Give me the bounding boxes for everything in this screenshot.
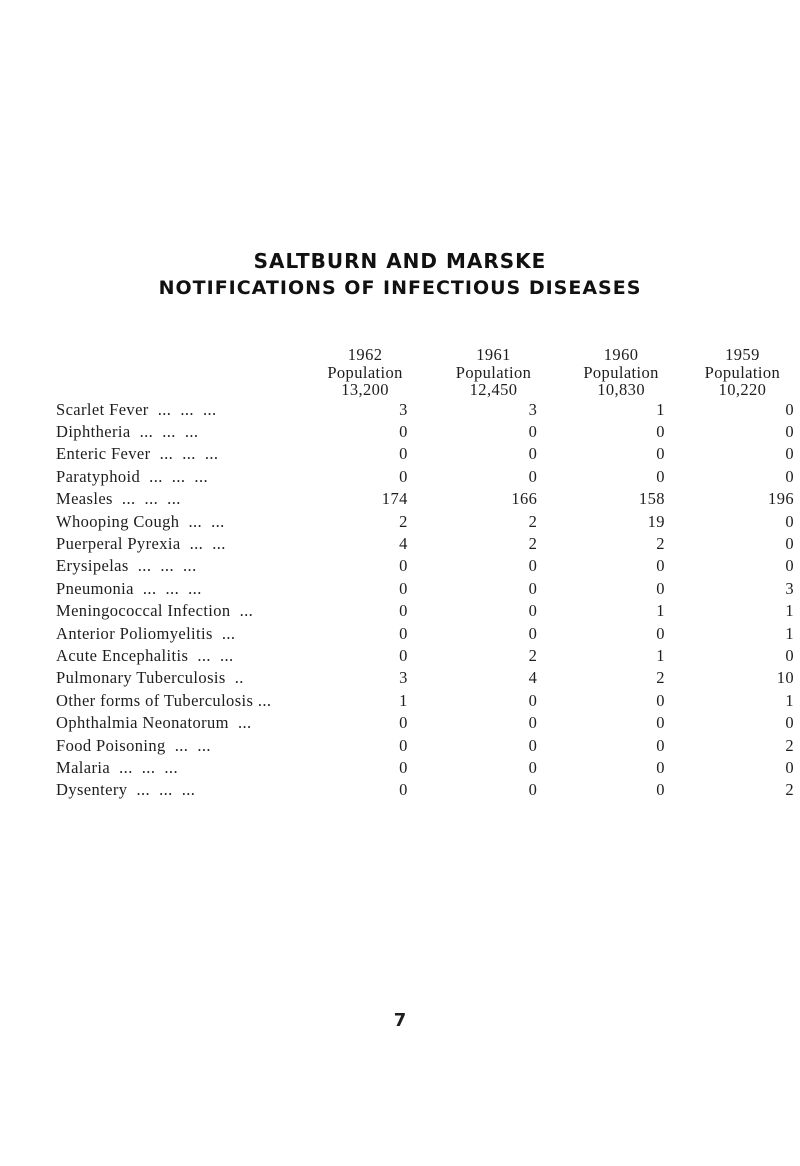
notification-count: 0 — [399, 713, 408, 733]
notification-count: 0 — [399, 601, 408, 621]
disease-name: Food Poisoning ... ... — [56, 735, 211, 755]
notification-count: 0 — [399, 578, 408, 598]
notification-count: 0 — [656, 780, 665, 800]
notification-count: 0 — [528, 690, 538, 710]
notification-count: 1 — [656, 645, 665, 665]
table-row — [56, 555, 800, 577]
notification-count: 0 — [528, 444, 538, 464]
notification-count: 2 — [785, 780, 794, 800]
header-year: 1959 — [725, 345, 760, 364]
notification-count: 4 — [528, 668, 538, 688]
table-body — [56, 399, 800, 802]
notification-count: 0 — [656, 466, 665, 486]
notification-count: 3 — [528, 399, 538, 419]
disease-name: Erysipelas ... ... ... — [56, 556, 197, 576]
table-header — [56, 346, 800, 399]
notification-count: 0 — [399, 780, 408, 800]
notification-count: 0 — [399, 466, 408, 486]
header-population-label: Population — [704, 362, 781, 382]
notification-count: 0 — [656, 713, 665, 733]
notification-count: 0 — [785, 533, 794, 553]
notification-count: 1 — [656, 601, 665, 621]
table-row — [56, 667, 800, 689]
notification-count: 0 — [528, 780, 538, 800]
disease-name: Pulmonary Tuberculosis .. — [56, 668, 244, 688]
table-row — [56, 399, 800, 421]
notification-count: 0 — [656, 735, 665, 755]
report-title: SALTBURN AND MARSKE — [253, 249, 547, 273]
disease-name: Whooping Cough ... ... — [56, 511, 225, 531]
disease-name: Puerperal Pyrexia ... ... — [56, 533, 226, 553]
notification-count: 0 — [399, 735, 408, 755]
table-row — [56, 645, 800, 667]
notification-count: 1 — [656, 399, 665, 419]
notification-count: 0 — [656, 578, 665, 598]
notification-count: 2 — [656, 533, 665, 553]
table-row — [56, 511, 800, 533]
disease-name: Pneumonia ... ... ... — [56, 578, 202, 598]
notification-count: 10 — [776, 668, 794, 688]
notification-count: 0 — [528, 578, 538, 598]
notification-count: 0 — [528, 758, 538, 777]
header-population-label: Population — [455, 362, 532, 382]
notification-count: 19 — [647, 511, 665, 531]
table-row — [56, 466, 800, 488]
notification-count: 0 — [785, 713, 794, 733]
notification-count: 0 — [785, 511, 794, 531]
table-row — [56, 690, 800, 712]
notification-count: 0 — [656, 623, 665, 643]
notification-count: 0 — [785, 421, 794, 441]
notification-count: 0 — [399, 444, 408, 464]
notification-count: 2 — [528, 533, 538, 553]
notification-count: 0 — [528, 601, 538, 621]
notification-count: 2 — [399, 511, 408, 531]
notification-count: 0 — [528, 556, 538, 576]
table-row — [56, 488, 800, 510]
notification-count: 0 — [656, 758, 665, 777]
disease-name: Malaria ... ... ... — [56, 758, 178, 777]
notification-count: 0 — [399, 623, 408, 643]
header-population-value: 10,830 — [597, 380, 645, 399]
notification-count: 0 — [785, 645, 794, 665]
notification-count: 0 — [528, 421, 538, 441]
notification-count: 3 — [399, 668, 408, 688]
table-row — [56, 757, 800, 779]
notification-count: 158 — [638, 489, 665, 509]
notification-count: 0 — [656, 690, 665, 710]
notifications-table — [56, 346, 800, 802]
notification-count: 166 — [511, 489, 538, 509]
table-row — [56, 533, 800, 555]
notification-count: 0 — [656, 444, 665, 464]
header-population-label: Population — [327, 362, 403, 382]
table-row — [56, 623, 800, 645]
table-row — [56, 443, 800, 465]
header-blank — [56, 381, 300, 399]
notification-count: 0 — [399, 421, 408, 441]
disease-name: Acute Encephalitis ... ... — [56, 645, 234, 665]
notification-count: 0 — [399, 758, 408, 777]
notification-count: 1 — [785, 601, 794, 621]
table-row — [56, 735, 800, 757]
notification-count: 196 — [768, 489, 794, 509]
disease-name: Enteric Fever ... ... ... — [56, 444, 219, 464]
notification-count: 0 — [656, 556, 665, 576]
notification-count: 3 — [785, 578, 794, 598]
disease-name: Scarlet Fever ... ... ... — [56, 399, 217, 419]
disease-name: Measles ... ... ... — [56, 489, 181, 509]
page-number: 7 — [393, 1010, 407, 1031]
notification-count: 2 — [656, 668, 665, 688]
notification-count: 0 — [785, 758, 794, 777]
notification-count: 0 — [785, 466, 794, 486]
notification-count: 1 — [785, 690, 794, 710]
notification-count: 0 — [399, 645, 408, 665]
header-year: 1961 — [476, 345, 511, 364]
notification-count: 0 — [528, 466, 538, 486]
header-population-value: 10,220 — [718, 380, 767, 399]
header-blank — [56, 364, 300, 382]
header-year: 1962 — [347, 345, 383, 364]
notification-count: 2 — [528, 511, 538, 531]
notification-count: 174 — [381, 489, 408, 509]
notification-count: 0 — [785, 556, 794, 576]
table-row — [56, 578, 800, 600]
header-population-value: 13,200 — [341, 380, 389, 399]
table-row — [56, 779, 800, 801]
notification-count: 4 — [399, 533, 408, 553]
disease-name: Dysentery ... ... ... — [56, 780, 196, 800]
disease-name: Other forms of Tuberculosis ... — [56, 690, 272, 710]
notification-count: 1 — [785, 623, 794, 643]
table-row — [56, 712, 800, 734]
table-row — [56, 421, 800, 443]
notification-count: 0 — [528, 713, 538, 733]
notification-count: 3 — [399, 399, 408, 419]
notification-count: 0 — [399, 556, 408, 576]
header-population-label: Population — [583, 362, 659, 382]
notification-count: 0 — [656, 421, 665, 441]
disease-name: Paratyphoid ... ... ... — [56, 466, 209, 486]
notification-count: 1 — [399, 690, 408, 710]
report-subtitle: NOTIFICATIONS OF INFECTIOUS DISEASES — [158, 277, 642, 299]
header-blank — [56, 346, 300, 364]
disease-name: Meningococcal Infection ... — [56, 601, 254, 621]
notification-count: 0 — [528, 735, 538, 755]
header-population-value: 12,450 — [469, 380, 518, 399]
header-year: 1960 — [603, 345, 639, 364]
notification-count: 0 — [785, 444, 794, 464]
notification-count: 0 — [785, 399, 794, 419]
disease-name: Diphtheria ... ... ... — [56, 421, 199, 441]
notification-count: 0 — [528, 623, 538, 643]
notification-count: 2 — [785, 735, 794, 755]
disease-name: Ophthalmia Neonatorum ... — [56, 713, 252, 733]
table-row — [56, 600, 800, 622]
disease-name: Anterior Poliomyelitis ... — [56, 623, 236, 643]
notification-count: 2 — [528, 645, 538, 665]
